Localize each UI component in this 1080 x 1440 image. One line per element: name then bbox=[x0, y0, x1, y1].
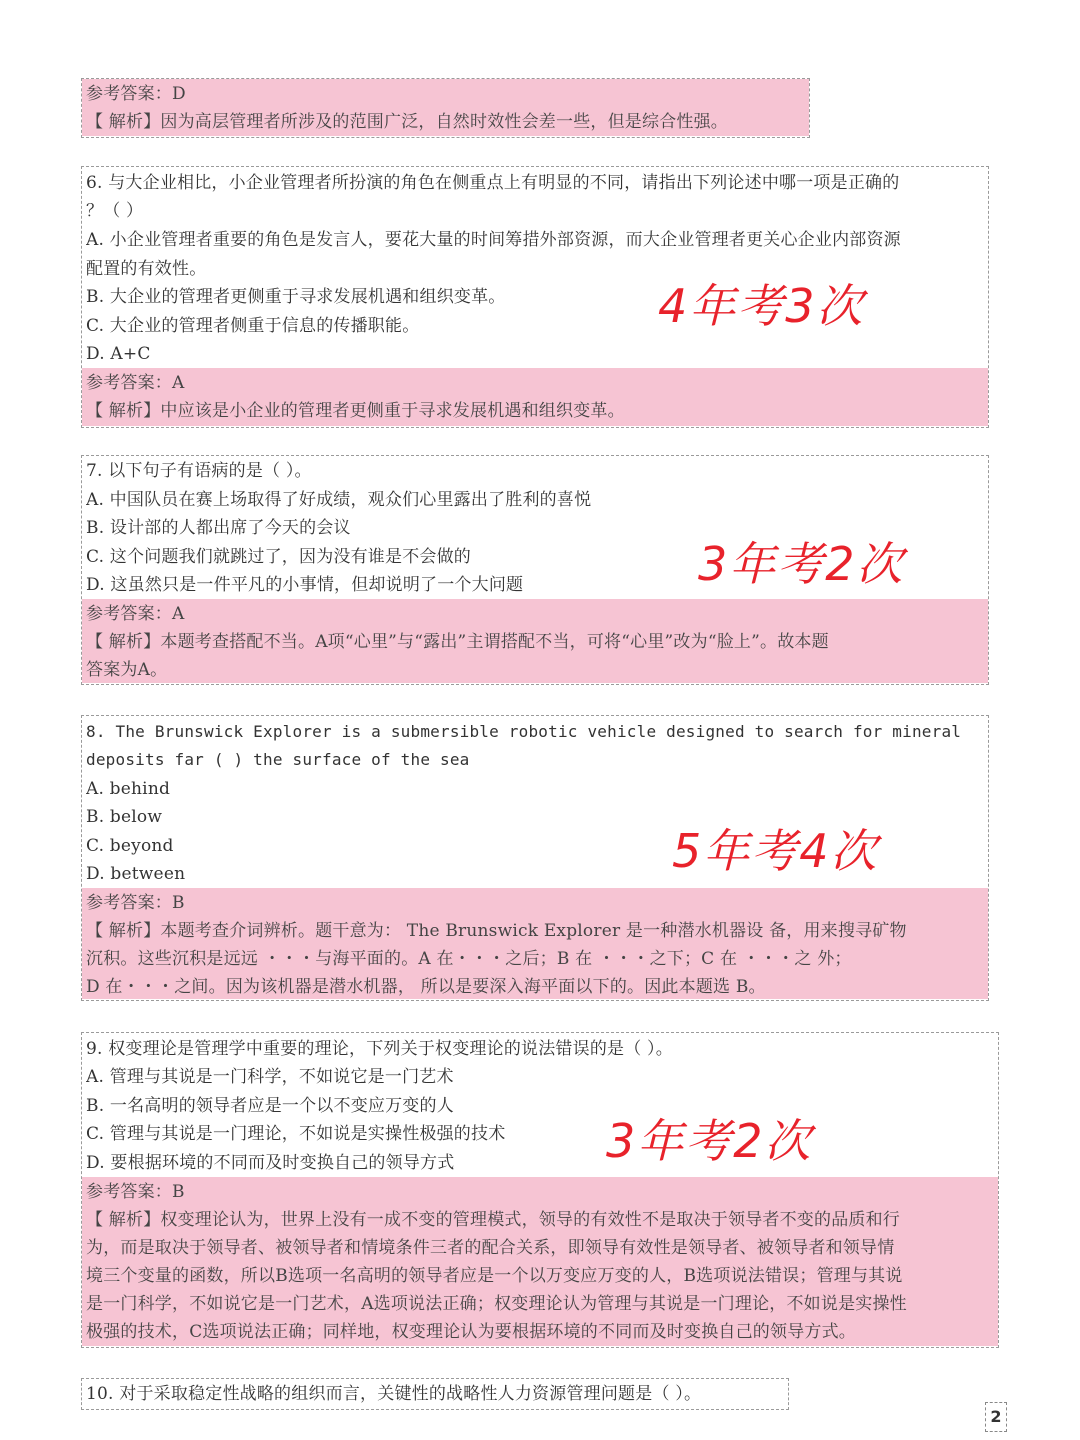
q9-option-d: D. 要根据环境的不同而及时变换自己的领导方式 bbox=[86, 1153, 455, 1173]
q7-option-c: C. 这个问题我们就跳过了，因为没有谁是不会做的 bbox=[86, 547, 472, 567]
q8-answer: 参考答案：B bbox=[86, 893, 185, 913]
q5-answer: 参考答案：D bbox=[86, 84, 186, 104]
q9-handwritten-note: 3年考2次 bbox=[606, 1114, 813, 1168]
q9-option-b: B. 一名高明的领导者应是一个以不变应万变的人 bbox=[86, 1096, 454, 1116]
q7-answer-panel bbox=[82, 599, 988, 683]
q6-analysis: 【 解析】中应该是小企业的管理者更侧重于寻求发展机遇和组织变革。 bbox=[86, 401, 625, 421]
q6-stem-line-2: ？（ ） bbox=[86, 201, 144, 221]
q8-stem-line-1: 8. The Brunswick Explorer is a submersible robotic vehicle designed to search for mineral bbox=[86, 722, 962, 741]
q9-option-a: A. 管理与其说是一门科学，不如说它是一门艺术 bbox=[86, 1067, 454, 1087]
q9-analysis-line-4: 是一门科学，不如说它是一门艺术，A选项说法正确；权变理论认为管理与其说是一门理论，不如说是实操性 bbox=[86, 1294, 907, 1314]
q10-stem: 10. 对于采取稳定性战略的组织而言，关键性的战略性人力资源管理问题是（ ）。 bbox=[86, 1384, 702, 1404]
q8-option-a: A. behind bbox=[86, 779, 171, 799]
q8-stem-line-2: deposits far ( ) the surface of the sea bbox=[86, 750, 470, 769]
q7-analysis-line-1: 【 解析】本题考查搭配不当。A项“心里”与“露出”主谓搭配不当，可将“心里”改为“脸上”。故本题 bbox=[86, 632, 829, 652]
q9-analysis-line-1: 【 解析】权变理论认为，世界上没有一成不变的管理模式，领导的有效性不是取决于领导者不变的品质和行 bbox=[86, 1210, 901, 1230]
q5-answer-panel bbox=[82, 79, 809, 136]
q6-answer: 参考答案：A bbox=[86, 373, 185, 393]
q7-analysis-line-2: 答案为A。 bbox=[86, 660, 168, 680]
q9-option-c: C. 管理与其说是一门理论，不如说是实操性极强的技术 bbox=[86, 1124, 506, 1144]
q6-stem-line-1: 6. 与大企业相比，小企业管理者所扮演的角色在侧重点上有明显的不同，请指出下列论述中哪一项是正确的 bbox=[86, 173, 900, 193]
q8-analysis-line-3: D 在・・・之间。因为该机器是潜水机器， 所以是要深入海平面以下的。因此本题选 B。 bbox=[86, 977, 766, 997]
q7-answer: 参考答案：A bbox=[86, 604, 185, 624]
q10-box bbox=[81, 1378, 789, 1410]
q6-option-a-cont: 配置的有效性。 bbox=[86, 259, 207, 279]
q6-option-d: D. A+C bbox=[86, 344, 151, 364]
q6-handwritten-note: 4年考3次 bbox=[658, 279, 865, 333]
q7-handwritten-note: 3年考2次 bbox=[698, 537, 905, 591]
q9-answer-panel bbox=[82, 1177, 998, 1346]
q6-answer-panel bbox=[82, 368, 988, 426]
q8-handwritten-note: 5年考4次 bbox=[672, 824, 879, 878]
q8-answer-panel bbox=[82, 888, 988, 999]
q8-analysis-line-1: 【 解析】本题考查介词辨析。题干意为： The Brunswick Explorer 是一种潜水机器设 备，用来搜寻矿物 bbox=[86, 921, 907, 941]
q9-box bbox=[81, 1032, 999, 1348]
q9-analysis-line-3: 境三个变量的函数，所以B选项一名高明的领导者应是一个以万变应万变的人，B选项说法错误；管理与其说 bbox=[86, 1266, 903, 1286]
page-number: 2 bbox=[985, 1402, 1007, 1432]
q6-option-c: C. 大企业的管理者侧重于信息的传播职能。 bbox=[86, 316, 420, 336]
q7-option-a: A. 中国队员在赛上场取得了好成绩，观众们心里露出了胜利的喜悦 bbox=[86, 490, 592, 510]
q6-option-b: B. 大企业的管理者更侧重于寻求发展机遇和组织变革。 bbox=[86, 287, 506, 307]
q6-option-a: A. 小企业管理者重要的角色是发言人，要花大量的时间筹措外部资源，而大企业管理者更关心企业内部资源 bbox=[86, 230, 901, 250]
q9-analysis-line-2: 为，而是取决于领导者、被领导者和情境条件三者的配合关系，即领导有效性是领导者、被领导者和领导情 bbox=[86, 1238, 895, 1258]
q5-analysis: 【 解析】因为高层管理者所涉及的范围广泛，自然时效性会差一些，但是综合性强。 bbox=[86, 112, 729, 132]
q8-option-b: B. below bbox=[86, 807, 163, 827]
q5-answer-box bbox=[81, 78, 810, 138]
q9-analysis-line-5: 极强的技术，C选项说法正确；同样地，权变理论认为要根据环境的不同而及时变换自己的领导方式。 bbox=[86, 1322, 857, 1342]
q8-option-c: C. beyond bbox=[86, 836, 174, 856]
q7-option-b: B. 设计部的人都出席了今天的会议 bbox=[86, 518, 351, 538]
q8-option-d: D. between bbox=[86, 864, 186, 884]
q8-analysis-line-2: 沉积。这些沉积是远远 ・・・与海平面的。A 在・・・之后；B 在 ・・・之下；C 在 ・・・之 外； bbox=[86, 949, 852, 969]
q9-answer: 参考答案：B bbox=[86, 1182, 185, 1202]
q7-stem: 7. 以下句子有语病的是（ ）。 bbox=[86, 461, 312, 481]
q9-stem: 9. 权变理论是管理学中重要的理论，下列关于权变理论的说法错误的是（ ）。 bbox=[86, 1039, 673, 1059]
q7-option-d: D. 这虽然只是一件平凡的小事情，但却说明了一个大问题 bbox=[86, 575, 524, 595]
